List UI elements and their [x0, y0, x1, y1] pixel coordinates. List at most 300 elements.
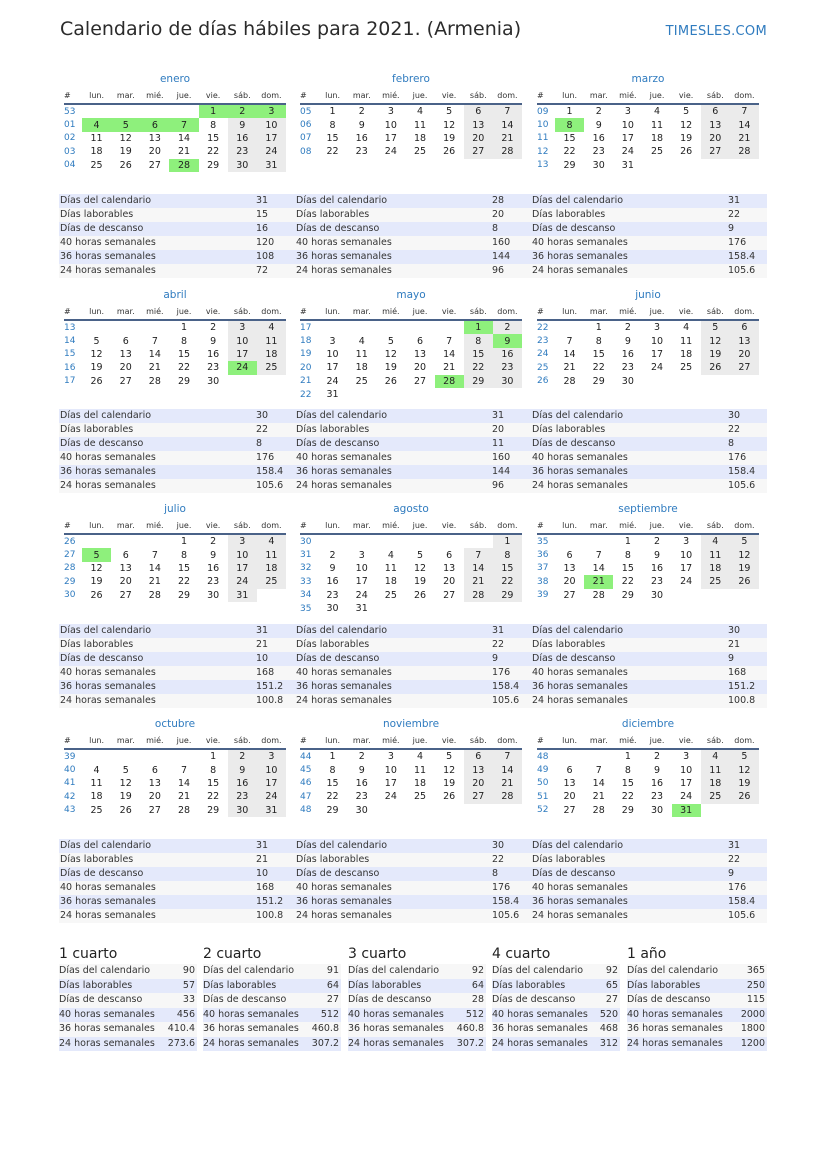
day-cell: 31: [228, 589, 257, 602]
stat-label: Días de descanso: [296, 868, 380, 879]
month-calendar-septiembre: [537, 502, 759, 602]
stat-label: 24 horas semanales: [296, 910, 392, 921]
stat-label: 40 horas semanales: [60, 882, 156, 893]
day-cell: [376, 602, 405, 615]
stat-label: Días de descanso: [296, 223, 380, 234]
quarter-title: 1 año: [627, 946, 667, 962]
stat-label: 40 horas semanales: [296, 667, 392, 678]
weekday-header: vie.: [199, 87, 228, 104]
day-cell: 2: [358, 106, 365, 118]
day-cell: 24: [257, 145, 286, 158]
day-cell: 18: [90, 146, 103, 158]
day-cell: 1: [566, 106, 573, 118]
day-cell: 25: [257, 361, 286, 374]
day-cell: 4: [387, 549, 394, 561]
stat-label: Días laborables: [348, 979, 422, 991]
stat-value: 22: [728, 424, 741, 435]
week-number: 35: [537, 536, 549, 547]
weekday-header: vie.: [199, 517, 228, 534]
stat-label: Días de descanso: [296, 438, 380, 449]
day-cell: 27: [701, 145, 730, 158]
month-table: [300, 87, 522, 159]
day-cell: 21: [177, 791, 191, 803]
month-calendar-marzo: [537, 72, 759, 172]
day-cell: 18: [413, 132, 427, 144]
stat-label: 36 horas semanales: [532, 896, 628, 907]
day-cell: [318, 320, 347, 334]
week-row: [64, 132, 286, 145]
day-cell: [435, 534, 464, 548]
stat-label: Días laborables: [627, 979, 701, 991]
weekday-header: vie.: [199, 732, 228, 749]
quarter-stat-row: [348, 979, 486, 994]
week-number: 28: [64, 563, 76, 574]
stat-value: 28: [471, 994, 484, 1005]
week-row: [537, 375, 759, 388]
day-cell: 7: [730, 104, 759, 118]
holiday-day-cell: 7: [169, 118, 198, 131]
day-cell: 10: [650, 335, 664, 347]
weekday-header: mar.: [347, 87, 376, 104]
week-number-header: #: [300, 517, 318, 534]
week-number: 10: [537, 120, 549, 131]
stat-row: [531, 839, 767, 853]
stat-label: Días del calendario: [60, 625, 152, 636]
quarter-stat-row: [59, 1008, 197, 1023]
day-cell: 5: [446, 106, 453, 118]
stat-value: 21: [728, 639, 741, 650]
weekday-header: mar.: [111, 87, 140, 104]
weekday-header: sáb.: [701, 87, 730, 104]
day-cell: 12: [443, 764, 456, 776]
stat-row: [531, 250, 767, 264]
stat-row: [295, 652, 531, 666]
day-cell: [111, 534, 140, 548]
day-cell: [257, 375, 286, 388]
stat-value: 468: [599, 1023, 618, 1034]
quarter-stat-row: [492, 1037, 620, 1052]
day-cell: 22: [592, 362, 605, 374]
day-cell: 20: [563, 576, 576, 588]
month-table: [537, 87, 759, 172]
day-cell: 9: [210, 335, 217, 347]
stat-row: [59, 222, 295, 236]
day-cell: [701, 375, 730, 388]
stat-label: Días laborables: [532, 424, 606, 435]
day-cell: [347, 388, 376, 401]
day-cell: 29: [177, 375, 191, 387]
stat-value: 65: [605, 979, 618, 991]
month-calendar-julio: [64, 502, 286, 602]
day-cell: 5: [730, 749, 759, 763]
stat-value: 105.6: [728, 480, 756, 491]
stat-value: 410.4: [167, 1023, 195, 1034]
day-cell: 13: [563, 562, 576, 574]
stat-value: 312: [599, 1037, 618, 1049]
day-cell: 15: [563, 132, 576, 144]
quarter-stat-row: [348, 1022, 486, 1037]
stat-row: [295, 409, 531, 423]
day-cell: 25: [355, 375, 368, 387]
month-calendar-agosto: [300, 502, 522, 615]
week-row: [300, 388, 522, 401]
month-table: [300, 517, 522, 615]
stat-label: Días de descanso: [60, 868, 144, 879]
week-number: 30: [64, 590, 76, 601]
day-cell: [584, 749, 613, 763]
day-cell: [82, 104, 111, 118]
day-cell: 28: [592, 589, 605, 601]
day-cell: 13: [119, 348, 132, 360]
stat-value: 8: [492, 868, 499, 879]
day-cell: 30: [650, 804, 664, 816]
stat-row: [59, 264, 295, 278]
day-cell: 18: [90, 791, 103, 803]
week-row: [537, 562, 759, 575]
day-cell: 19: [730, 777, 759, 790]
stat-row: [59, 694, 295, 708]
stat-value: 100.8: [256, 695, 284, 706]
day-cell: 16: [650, 777, 664, 789]
month-table: [64, 87, 286, 172]
day-cell: 22: [177, 362, 191, 374]
month-calendar-enero: [64, 72, 286, 172]
day-cell: 7: [493, 104, 522, 118]
weekday-header: jue.: [405, 87, 434, 104]
day-cell: 10: [228, 548, 257, 561]
day-cell: 12: [119, 777, 132, 789]
stat-row: [531, 652, 767, 666]
week-row: [300, 534, 522, 548]
stat-label: Días laborables: [60, 424, 134, 435]
stat-value: 158.4: [492, 896, 520, 907]
day-cell: 6: [446, 549, 453, 561]
day-cell: 17: [384, 777, 397, 789]
month-table: [64, 517, 286, 602]
day-cell: 22: [326, 146, 339, 158]
stat-label: Días de descanso: [532, 438, 616, 449]
week-row: [300, 145, 522, 158]
week-number: 21: [300, 376, 312, 387]
weekday-header: lun.: [555, 732, 584, 749]
day-cell: 6: [122, 549, 129, 561]
day-cell: [111, 104, 140, 118]
stat-label: 24 horas semanales: [60, 480, 156, 491]
week-number: 33: [300, 576, 312, 587]
stat-row: [531, 680, 767, 694]
day-cell: 24: [680, 791, 693, 803]
day-cell: [169, 104, 198, 118]
week-number-header: #: [300, 732, 318, 749]
day-cell: 21: [148, 362, 161, 374]
day-cell: 6: [416, 335, 424, 347]
week-number-header: #: [300, 87, 318, 104]
stat-label: Días del calendario: [296, 840, 388, 851]
day-cell: 30: [650, 589, 664, 601]
stat-label: 24 horas semanales: [60, 695, 156, 706]
week-row: [64, 361, 286, 374]
weekday-header: jue.: [169, 517, 198, 534]
stat-value: 160: [492, 452, 511, 463]
stat-label: Días laborables: [532, 854, 606, 865]
day-cell: 25: [384, 589, 397, 601]
stat-value: 16: [256, 223, 269, 234]
day-cell: 15: [621, 777, 634, 789]
day-cell: 7: [493, 749, 522, 763]
stat-row: [295, 694, 531, 708]
day-cell: 14: [148, 562, 161, 574]
stat-label: 36 horas semanales: [532, 681, 628, 692]
week-row: [537, 749, 759, 763]
day-cell: 9: [595, 119, 602, 131]
stat-row: [295, 479, 531, 493]
quarter-stat-row: [492, 1022, 620, 1037]
quarter-title: 1 cuarto: [59, 946, 118, 962]
week-row: [64, 790, 286, 803]
day-cell: 22: [207, 146, 220, 158]
day-cell: 24: [650, 362, 664, 374]
weekday-header: mar.: [111, 732, 140, 749]
day-cell: 11: [257, 334, 286, 347]
month-table: [64, 303, 286, 388]
weekday-header: vie.: [435, 732, 464, 749]
weekday-header: lun.: [555, 303, 584, 320]
quarter-block: [492, 944, 620, 1051]
day-cell: 9: [228, 118, 257, 131]
weekday-header: dom.: [257, 303, 286, 320]
day-cell: [584, 534, 613, 548]
stat-label: 40 horas semanales: [60, 667, 156, 678]
day-cell: 30: [592, 159, 605, 171]
day-cell: 4: [653, 106, 661, 118]
weekday-header: vie.: [672, 732, 701, 749]
day-cell: 31: [355, 603, 368, 615]
day-cell: 19: [443, 777, 456, 789]
day-cell: 27: [464, 790, 493, 803]
month-calendar-junio: [537, 288, 759, 388]
day-cell: 11: [413, 119, 427, 131]
day-cell: 22: [326, 791, 339, 803]
day-cell: [493, 804, 522, 817]
day-cell: 11: [701, 763, 730, 776]
stat-label: 36 horas semanales: [532, 251, 628, 262]
stat-label: 36 horas semanales: [296, 896, 392, 907]
day-cell: [464, 388, 493, 401]
stat-value: 31: [256, 625, 269, 636]
weekday-header: dom.: [257, 517, 286, 534]
stat-label: Días del calendario: [296, 625, 388, 636]
week-number-header: #: [537, 303, 555, 320]
weekday-header: sáb.: [701, 517, 730, 534]
stat-label: Días laborables: [532, 639, 606, 650]
stat-row: [59, 194, 295, 208]
day-cell: 1: [329, 106, 336, 118]
day-cell: [318, 534, 347, 548]
weekday-header: lun.: [82, 732, 111, 749]
day-cell: 18: [257, 348, 286, 361]
day-cell: 15: [177, 562, 191, 574]
stat-label: 24 horas semanales: [532, 910, 628, 921]
day-cell: 24: [384, 146, 397, 158]
weekday-header: vie.: [435, 517, 464, 534]
month-name: diciembre: [621, 718, 675, 730]
day-cell: 13: [119, 562, 132, 574]
stat-value: 91: [326, 965, 339, 976]
stat-label: 36 horas semanales: [60, 896, 156, 907]
day-cell: 25: [90, 804, 103, 816]
day-cell: 9: [210, 549, 217, 561]
stat-label: 36 horas semanales: [203, 1023, 299, 1034]
stat-label: 24 horas semanales: [532, 695, 628, 706]
weekday-header: sáb.: [464, 303, 493, 320]
quarter-stat-row: [59, 1037, 197, 1052]
day-cell: 21: [493, 777, 522, 790]
day-cell: 7: [151, 549, 158, 561]
stat-row: [295, 895, 531, 909]
weekday-header: dom.: [493, 303, 522, 320]
day-cell: 20: [464, 777, 493, 790]
stat-label: Días del calendario: [296, 410, 388, 421]
week-number: 41: [64, 778, 76, 789]
stat-label: Días del calendario: [60, 840, 152, 851]
day-cell: [405, 320, 434, 334]
day-cell: 6: [701, 104, 730, 118]
stat-label: 36 horas semanales: [627, 1023, 723, 1034]
day-cell: 15: [207, 777, 220, 789]
day-cell: 9: [329, 562, 336, 574]
week-number: 23: [537, 336, 549, 347]
day-cell: 25: [413, 791, 427, 803]
stat-label: 36 horas semanales: [60, 466, 156, 477]
weekday-header: vie.: [199, 303, 228, 320]
week-number: 11: [537, 133, 549, 144]
day-cell: [701, 804, 730, 817]
day-cell: 26: [730, 575, 759, 588]
day-cell: 14: [464, 562, 493, 575]
weekday-header: lun.: [318, 732, 347, 749]
stat-label: Días laborables: [60, 639, 134, 650]
day-cell: 3: [329, 335, 336, 347]
weekday-header: mar.: [347, 303, 376, 320]
stat-value: 72: [256, 265, 269, 276]
stat-label: 40 horas semanales: [492, 1008, 588, 1020]
stat-value: 22: [256, 424, 269, 435]
holiday-day-cell: 1: [464, 320, 493, 334]
day-cell: 14: [563, 348, 576, 360]
day-cell: 13: [563, 777, 576, 789]
stat-value: 57: [182, 979, 195, 991]
week-number: 37: [537, 563, 549, 574]
week-row: [300, 334, 522, 347]
holiday-day-cell: 2: [228, 104, 257, 118]
day-cell: 19: [90, 362, 103, 374]
weekday-header: lun.: [318, 87, 347, 104]
week-number: 19: [300, 349, 312, 360]
day-cell: 29: [207, 159, 220, 171]
week-row: [64, 534, 286, 548]
day-cell: 27: [413, 375, 427, 387]
weekday-header: lun.: [555, 517, 584, 534]
stat-value: 33: [182, 994, 195, 1005]
stat-label: 40 horas semanales: [296, 882, 392, 893]
day-cell: 3: [387, 106, 394, 118]
day-cell: 19: [384, 362, 397, 374]
weekday-header: jue.: [642, 87, 671, 104]
stat-label: Días de descanso: [532, 868, 616, 879]
day-cell: 8: [210, 764, 217, 776]
day-cell: 23: [650, 576, 664, 588]
weekday-header: jue.: [642, 303, 671, 320]
weekday-header: mié.: [376, 732, 405, 749]
stat-value: 456: [176, 1008, 195, 1020]
stat-value: 11: [492, 438, 505, 449]
weekday-header: jue.: [405, 732, 434, 749]
quarter-stat-row: [59, 993, 197, 1008]
day-cell: 4: [683, 322, 690, 334]
day-cell: 7: [595, 549, 602, 561]
day-cell: 28: [592, 804, 605, 816]
day-cell: 30: [493, 375, 522, 388]
week-number: 13: [64, 322, 76, 333]
stat-label: Días laborables: [532, 209, 606, 220]
stat-row: [531, 465, 767, 479]
stat-label: 40 horas semanales: [60, 237, 156, 248]
stat-value: 512: [320, 1008, 339, 1020]
month-table: [537, 732, 759, 817]
stat-label: 24 horas semanales: [296, 480, 392, 491]
day-cell: 3: [624, 106, 631, 118]
stat-value: 151.2: [256, 681, 284, 692]
brand-logo[interactable]: TIMESLES.COM: [665, 24, 767, 39]
stat-value: 64: [471, 979, 484, 991]
day-cell: 12: [730, 548, 759, 561]
weekday-header: sáb.: [228, 303, 257, 320]
stat-value: 176: [728, 882, 747, 893]
stat-label: Días de descanso: [60, 653, 144, 664]
day-cell: 21: [592, 791, 605, 803]
day-cell: 16: [326, 576, 339, 588]
day-cell: [376, 534, 405, 548]
stat-label: Días laborables: [492, 979, 566, 991]
week-number: 22: [300, 389, 312, 400]
day-cell: 18: [384, 576, 397, 588]
day-cell: 29: [207, 804, 220, 816]
stat-value: 28: [492, 195, 505, 206]
weekday-header: mar.: [584, 303, 613, 320]
stat-row: [531, 867, 767, 881]
stat-row: [531, 423, 767, 437]
month-table: [537, 517, 759, 602]
weekday-header: sáb.: [464, 87, 493, 104]
day-cell: 14: [493, 763, 522, 776]
stat-row: [59, 479, 295, 493]
day-cell: 9: [358, 764, 365, 776]
stat-row: [59, 839, 295, 853]
week-row: [537, 361, 759, 374]
weekday-header: sáb.: [701, 732, 730, 749]
weekday-header: lun.: [82, 303, 111, 320]
stat-value: 160: [492, 237, 511, 248]
day-cell: 12: [119, 132, 132, 144]
week-number: 08: [300, 146, 312, 157]
stat-value: 176: [492, 882, 511, 893]
day-cell: 20: [148, 146, 161, 158]
stat-row: [531, 909, 767, 923]
day-cell: [405, 602, 434, 615]
week-number: 53: [64, 106, 76, 117]
weekday-header: mar.: [347, 517, 376, 534]
month-calendar-abril: [64, 288, 286, 388]
